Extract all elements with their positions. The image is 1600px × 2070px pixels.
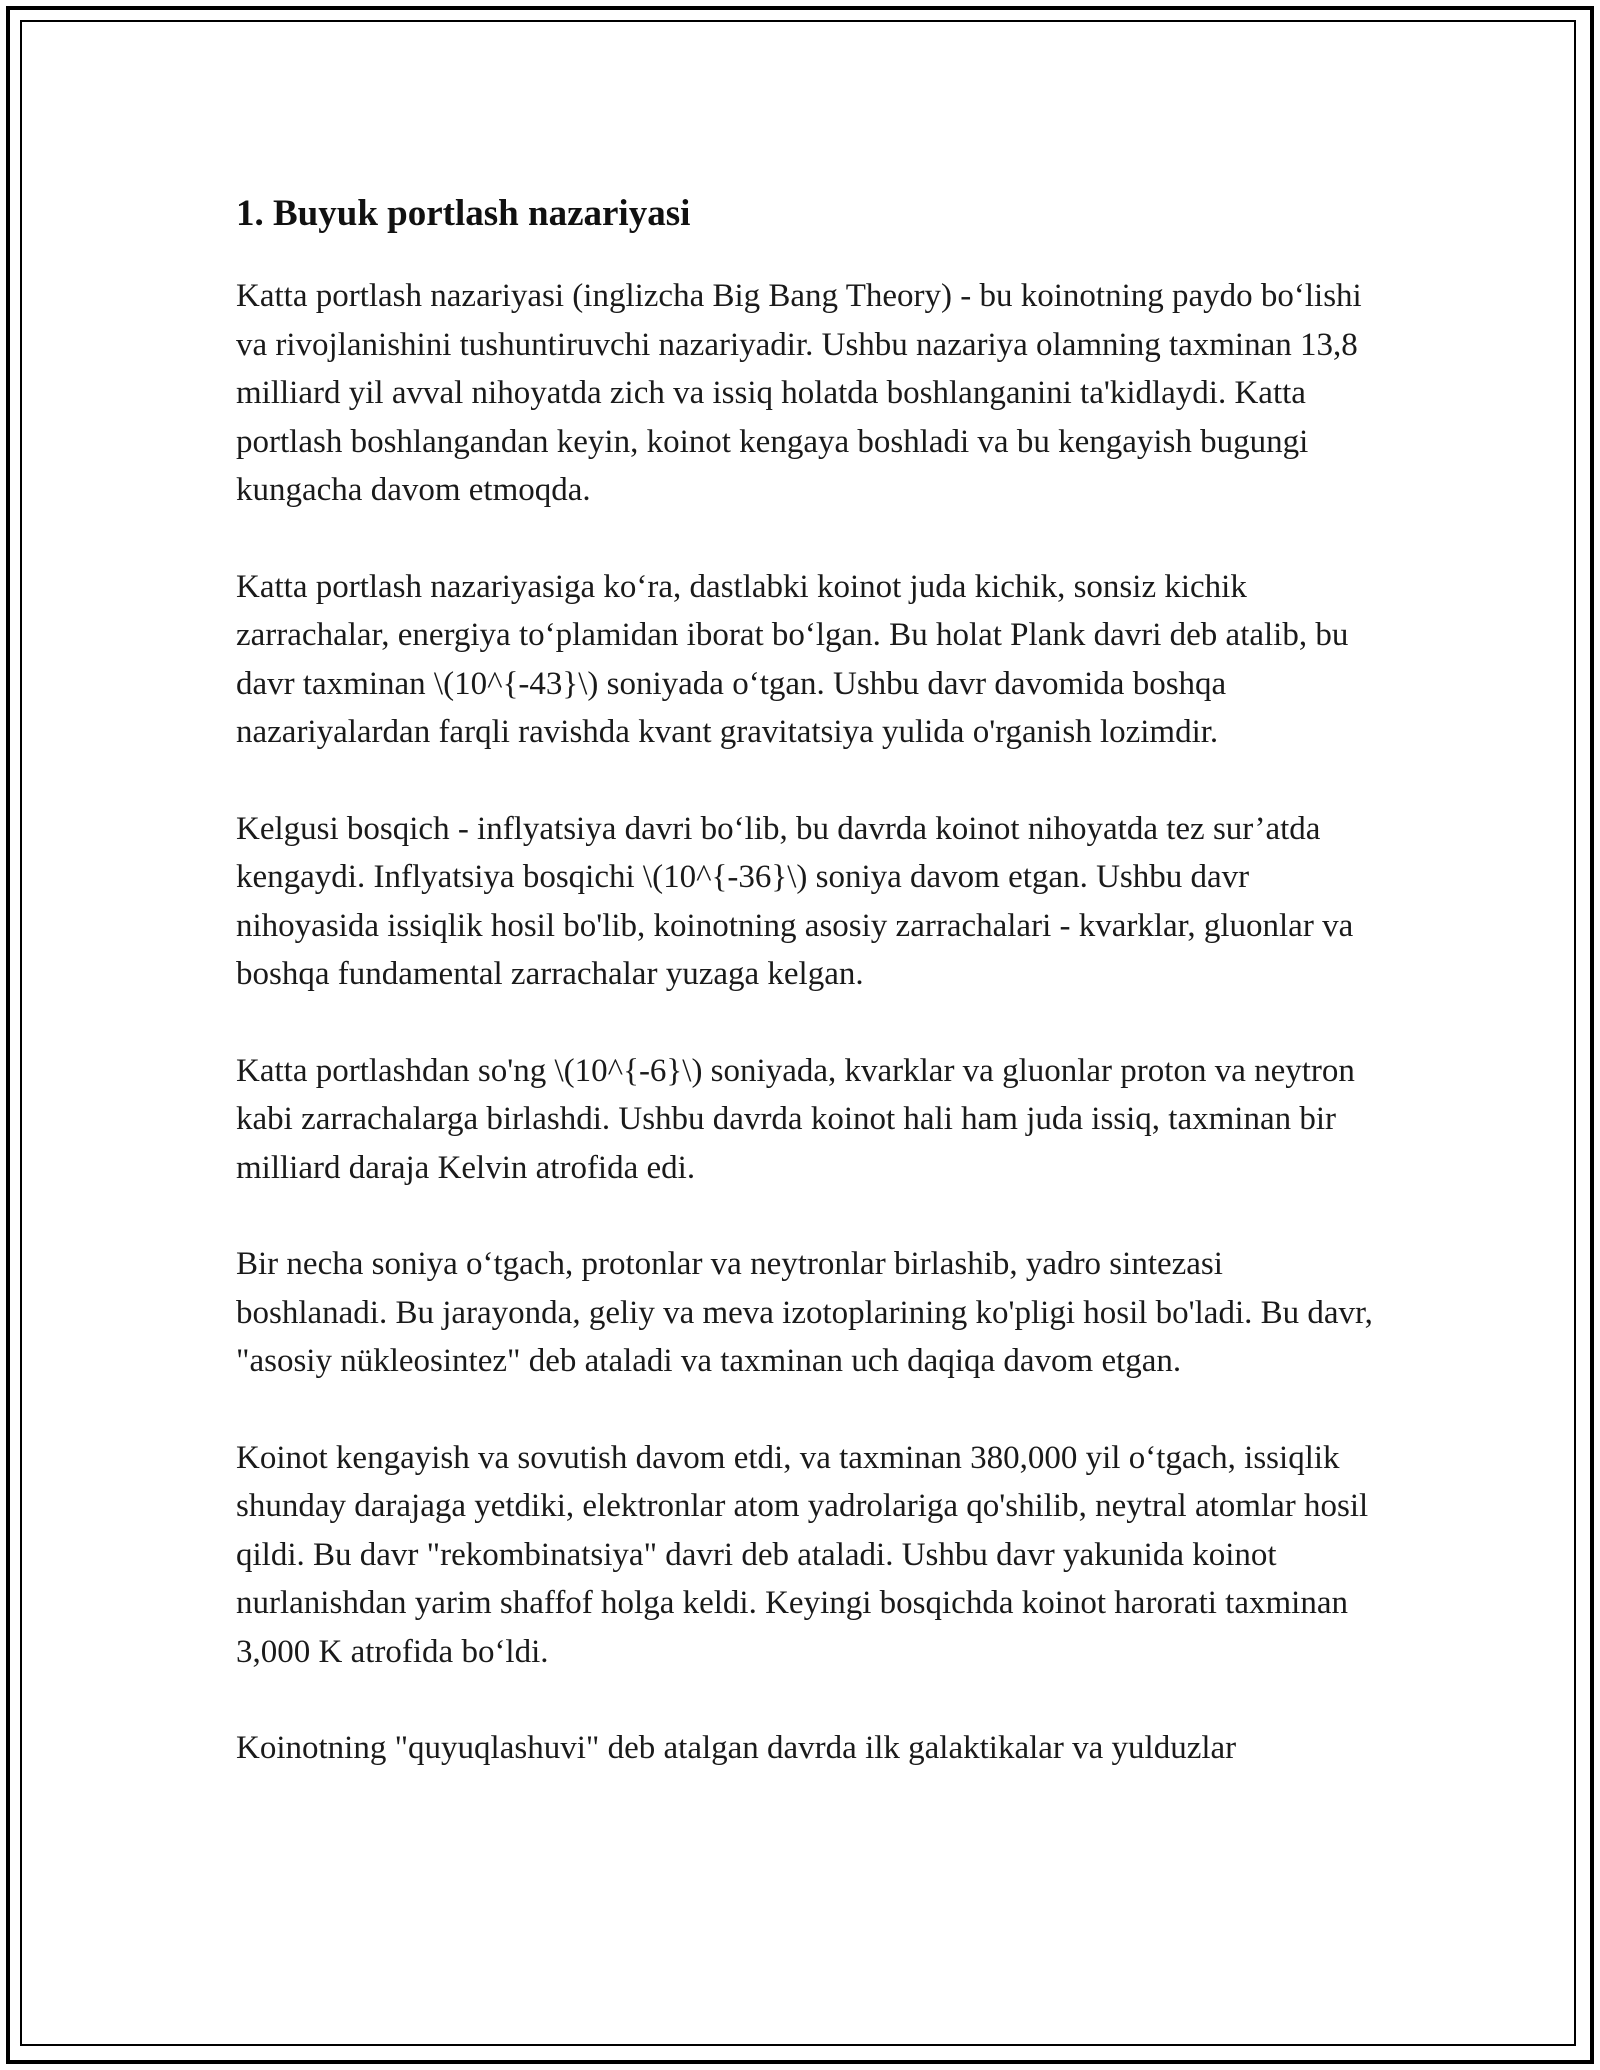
paragraph-intro: Katta portlash nazariyasi (inglizcha Big Bang Theory) - bu koinotning paydo bo‘lishi va rivojlanishini tushuntiruvchi nazariyadir. Ushbu nazariya olamning taxminan 13,8 milliard yil avval nihoyatda zich va issiq holatda boshlanganini ta'kidlaydi. Katta portlash boshlangandan keyin, koinot kengaya boshladi va bu kengayish bugungi kungacha davom etmoqda. [236,278,1362,508]
paragraph-structure-formation: Koinotning "quyuqlashuvi" deb atalgan davrda ilk galaktikalar va yulduzlar [236,1730,1237,1766]
paragraph-inflation: Kelgusi bosqich - inflyatsiya davri bo‘lib, bu davrda koinot nihoyatda tez sur’atda kengaydi. Inflyatsiya bosqichi \(10^{-36}\) soniya davom etgan. Ushbu davr nihoyasida issiqlik hosil bo'lib, koinotning asosiy zarrachalari - kvarklar, gluonlar va boshqa fundamental zarrachalar yuzaga kelgan. [236,810,1354,992]
paragraph-nucleosynthesis: Bir necha soniya o‘tgach, protonlar va neytronlar birlashib, yadro sintezasi boshlanadi. Bu jarayonda, geliy va meva izotoplarining ko'pligi hosil bo'ladi. Bu davr, "asosiy nükleosintez" deb ataladi va taxminan uch daqiqa davom etgan. [236,1246,1373,1379]
document-body [236,186,1376,1821]
paragraph-recombination: Koinot kengayish va sovutish davom etdi, va taxminan 380,000 yil o‘tgach, issiqlik shunday darajaga yetdiki, elektronlar atom yadrolariga qo'shilib, neytral atomlar hosil qildi. Bu davr "rekombinatsiya" davri deb ataladi. Ushbu davr yakunida koinot nurlanishdan yarim shaffof holga keldi. Keyingi bosqichda koinot harorati taxminan 3,000 K atrofida bo‘ldi. [236,1439,1369,1670]
paragraph-planck-era: Katta portlash nazariyasiga ko‘ra, dastlabki koinot juda kichik, sonsiz kichik zarrachalar, energiya to‘plamidan iborat bo‘lgan. Bu holat Plank davri deb atalib, bu davr taxminan \(10^{-43}\) soniyada o‘tgan. Ushbu davr davomida boshqa nazariyalardan farqli ravishda kvant gravitatsiya yulida o'rganish lozimdir. [236,568,1349,750]
paragraph-hadron-era: Katta portlashdan so'ng \(10^{-6}\) soniyada, kvarklar va gluonlar proton va neytron kabi zarrachalarga birlashdi. Ushbu davrda koinot hali ham juda issiq, taxminan bir milliard daraja Kelvin atrofida edi. [236,1052,1355,1186]
section-heading: 1. Buyuk portlash nazariyasi [236,193,691,234]
